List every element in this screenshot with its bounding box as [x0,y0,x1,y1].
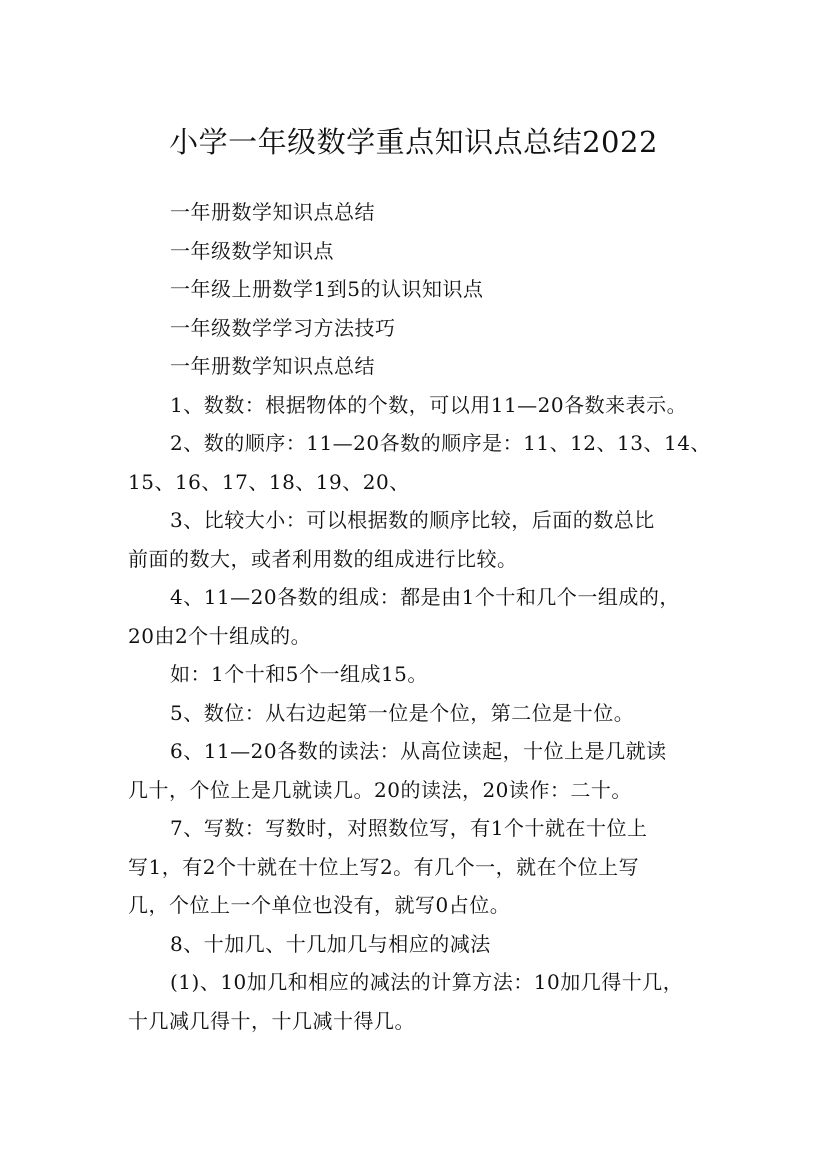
paragraph-line: 20由2个十组成的。 [128,623,312,648]
paragraph-line: 2、数的顺序：11—20各数的顺序是：11、12、13、14、 [170,431,711,455]
paragraph-line: 5、数位：从右边起第一位是个位，第二位是十位。 [170,700,635,725]
paragraph [128,424,718,501]
paragraph-line: (1)、10加几和相应的减法的计算方法：10加几得十几， [170,970,684,994]
paragraph-line: 如：1个十和5个一组成15。 [170,662,428,686]
paragraph-line: 十几减几得十，十几减十得几。 [128,1008,415,1033]
paragraph-line: 几，个位上一个单位也没有，就写0占位。 [128,893,511,917]
paragraph-line: 8、十加几、十几加几与相应的减法 [170,931,491,956]
toc-item-text: 一年级数学学习方法技巧 [170,315,396,340]
toc-item-text: 一年级上册数学1到5的认识知识点 [170,277,484,301]
paragraph [128,501,718,578]
paragraph [128,963,718,1040]
paragraph [128,809,718,925]
toc-item [128,193,718,232]
toc-item [128,232,718,271]
paragraph [128,925,718,964]
paragraph-line: 7、写数：写数时，对照数位写，有1个十就在十位上 [170,816,648,840]
toc-item [128,309,718,348]
paragraph-line: 6、11—20各数的读法：从高位读起，十位上是几就读 [170,739,667,763]
paragraph [128,578,718,655]
paragraph [128,732,718,809]
paragraph [128,694,718,733]
paragraph-line: 1、数数：根据物体的个数，可以用11—20各数来表示。 [170,392,688,417]
document-body [128,193,718,1040]
paragraph-line: 前面的数大，或者利用数的组成进行比较。 [128,546,518,571]
paragraph-line: 15、16、17、18、19、20、 [128,469,410,494]
paragraph [128,386,718,425]
paragraph-line: 4、11—20各数的组成：都是由1个十和几个一组成的， [170,585,680,609]
toc-item-text: 一年册数学知识点总结 [170,354,375,378]
toc-item-text: 一年级数学知识点 [170,238,334,263]
toc-item [128,347,718,386]
paragraph-line: 几十，个位上是几就读几。20的读法，20读作：二十。 [128,777,632,802]
page-title: 小学一年级数学重点知识点总结2022 [169,125,658,160]
paragraph-line: 3、比较大小：可以根据数的顺序比较，后面的数总比 [170,508,655,532]
toc-item [128,270,718,309]
toc-item-text: 一年册数学知识点总结 [170,200,375,224]
paragraph [128,655,718,694]
paragraph-line: 写1，有2个十就在十位上写2。有几个一，就在个位上写 [128,854,640,879]
